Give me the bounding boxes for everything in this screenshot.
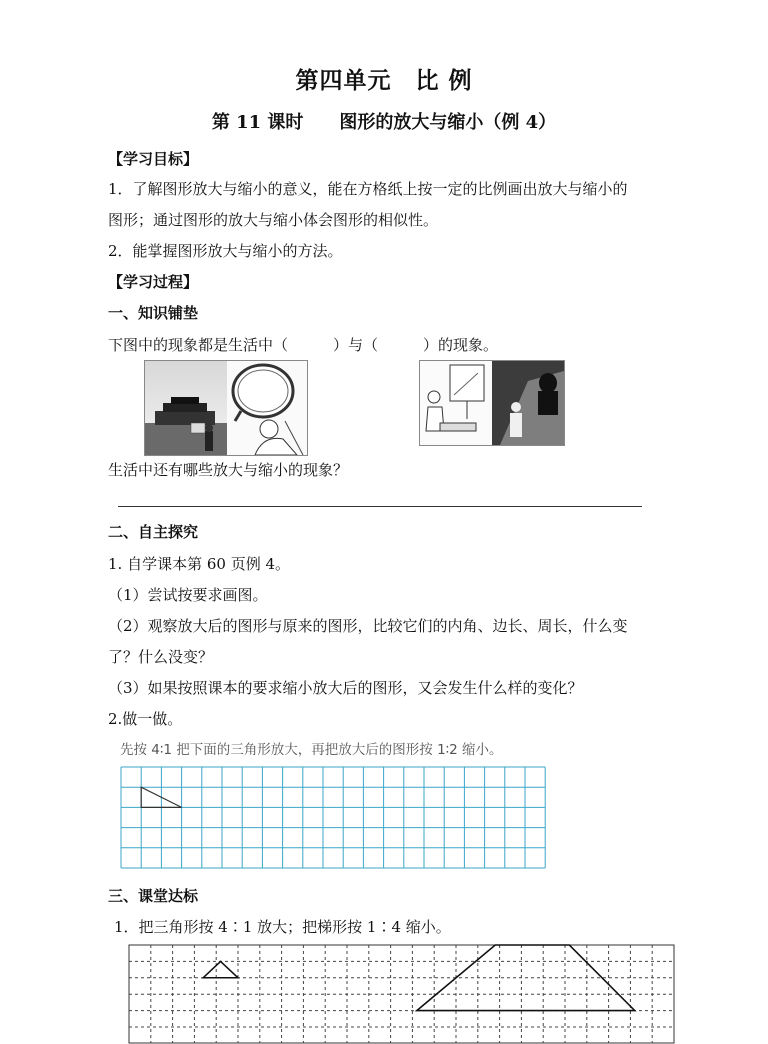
- part2-step2: 2.做一做。: [108, 710, 183, 728]
- photo-projector-shadow: [419, 360, 565, 446]
- part1-question: 下图中的现象都是生活中（ ）与（ ）的现象。: [108, 336, 499, 354]
- part3-heading: 三、课堂达标: [108, 887, 199, 905]
- page-title: 第四单元 比 例: [295, 67, 473, 94]
- process-heading: 【学习过程】: [108, 273, 199, 291]
- goal-item-1-line-1: 1．了解图形放大与缩小的意义，能在方格纸上按一定的比例画出放大与缩小的: [108, 180, 628, 198]
- part2-sub2-line-1: （2）观察放大后的图形与原来的图形，比较它们的内角、边长、周长，什么变: [108, 617, 628, 635]
- part2-step1: 1. 自学课本第 60 页例 4。: [108, 555, 291, 573]
- part1-heading: 一、知识铺垫: [108, 304, 199, 322]
- goal-item-2: 2．能掌握图形放大与缩小的方法。: [108, 242, 343, 260]
- part3-item1: 1．把三角形按 4∶1 放大；把梯形按 1∶4 缩小。: [114, 918, 451, 936]
- part2-sub3: （3）如果按照课本的要求缩小放大后的图形，又会发生什么样的变化？: [108, 679, 583, 697]
- part2-sub2-line-2: 了？什么没变？: [108, 648, 214, 666]
- drawing-grid-blue[interactable]: [120, 766, 546, 870]
- part1-followup: 生活中还有哪些放大与缩小的现象？: [108, 461, 349, 479]
- goal-item-1-line-2: 图形；通过图形的放大与缩小体会图形的相似性。: [108, 211, 439, 229]
- part2-heading: 二、自主探究: [108, 523, 199, 541]
- part2-instruction: 先按 4∶1 把下面的三角形放大，再把放大后的图形按 1∶2 缩小。: [120, 742, 503, 758]
- target-triangle: [203, 961, 238, 977]
- lesson-subtitle: 第 11 课时 图形的放大与缩小（例 4）: [211, 112, 557, 133]
- photo-tiananmen-magnifier-drawing: [145, 361, 307, 455]
- drawing-grid-dashed[interactable]: [128, 944, 676, 1044]
- photo-tiananmen-magnifier: [144, 360, 308, 456]
- answer-line[interactable]: [118, 506, 642, 507]
- photo-projector-shadow-drawing: [420, 361, 564, 445]
- goals-heading: 【学习目标】: [108, 150, 199, 168]
- part2-sub1: （1）尝试按要求画图。: [108, 586, 268, 604]
